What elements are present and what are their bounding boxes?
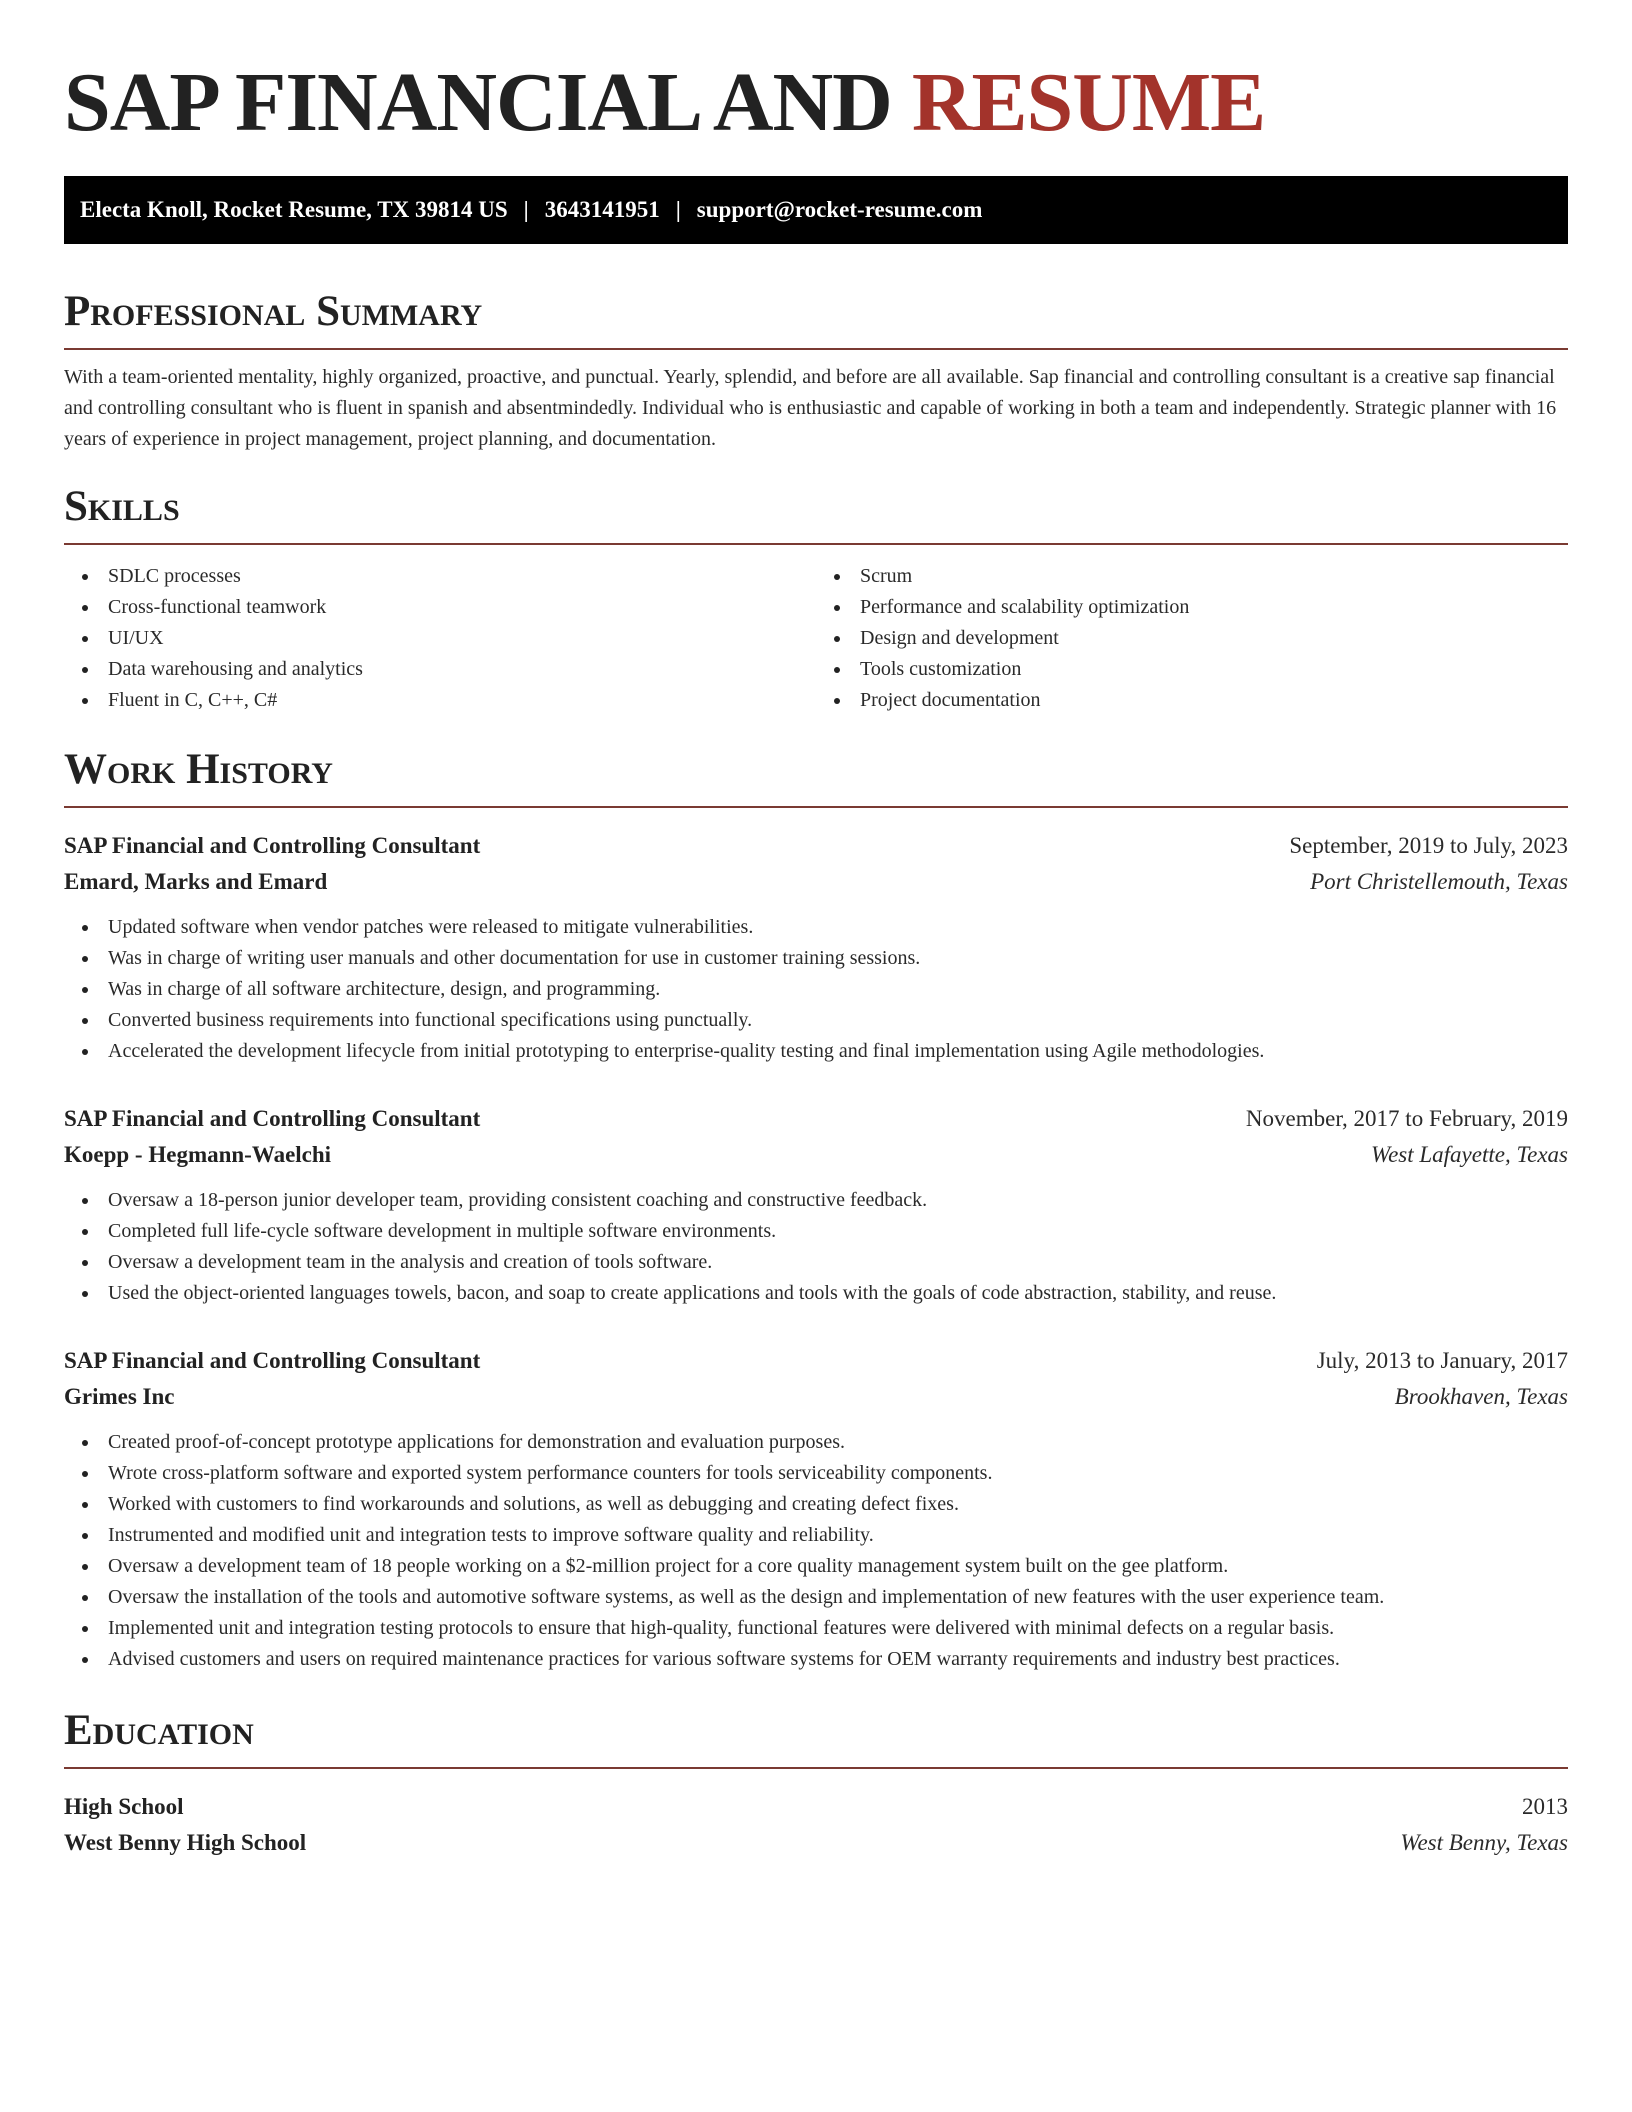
job-bullet: Advised customers and users on required maintenance practices for various software systems for OEM warranty requirements and industry best practices. bbox=[64, 1644, 1568, 1675]
skills-heading: Skills bbox=[64, 481, 1568, 545]
job-company-row bbox=[64, 864, 1568, 900]
education-degree-row bbox=[64, 1789, 1568, 1825]
job-bullet: Was in charge of writing user manuals and other documentation for use in customer training sessions. bbox=[64, 943, 1568, 974]
summary-section bbox=[64, 286, 1568, 455]
skill-item: SDLC processes bbox=[64, 561, 816, 592]
education-location: West Benny, Texas bbox=[1400, 1830, 1568, 1855]
job-bullet: Oversaw a development team in the analysis and creation of tools software. bbox=[64, 1247, 1568, 1278]
work-history-section bbox=[64, 744, 1568, 1675]
education-heading: Education bbox=[64, 1705, 1568, 1769]
job-company-row bbox=[64, 1137, 1568, 1173]
job-company-row bbox=[64, 1379, 1568, 1415]
job-bullet: Was in charge of all software architecture, design, and programming. bbox=[64, 974, 1568, 1005]
job-header-row bbox=[64, 1101, 1568, 1137]
job-bullet: Converted business requirements into functional specifications using punctually. bbox=[64, 1005, 1568, 1036]
job-dates: July, 2013 to January, 2017 bbox=[1316, 1348, 1568, 1373]
job-bullet: Accelerated the development lifecycle from initial prototyping to enterprise-quality testing and final implementation using Agile methodologies. bbox=[64, 1036, 1568, 1067]
skill-item: Performance and scalability optimization bbox=[816, 592, 1568, 623]
skills-section bbox=[64, 481, 1568, 716]
job-bullet: Implemented unit and integration testing protocols to ensure that high-quality, functional features were delivered with minimal defects on a regular basis. bbox=[64, 1613, 1568, 1644]
education-year: 2013 bbox=[1522, 1794, 1568, 1819]
job-header-row bbox=[64, 828, 1568, 864]
job-bullet: Oversaw a development team of 18 people working on a $2-million project for a core quality management system built on the gee platform. bbox=[64, 1551, 1568, 1582]
contact-address: Electa Knoll, Rocket Resume, TX 39814 US bbox=[80, 197, 508, 222]
resume-title bbox=[64, 52, 1568, 154]
job-title: SAP Financial and Controlling Consultant bbox=[64, 1348, 481, 1373]
job-location: Brookhaven, Texas bbox=[1394, 1384, 1568, 1409]
skill-item: Project documentation bbox=[816, 685, 1568, 716]
skill-item: Fluent in C, C++, C# bbox=[64, 685, 816, 716]
skill-item: UI/UX bbox=[64, 623, 816, 654]
skills-column-left bbox=[64, 561, 816, 716]
job-bullet: Completed full life-cycle software development in multiple software environments. bbox=[64, 1216, 1568, 1247]
job-title: SAP Financial and Controlling Consultant bbox=[64, 1106, 481, 1131]
title-accent: RESUME bbox=[911, 56, 1266, 149]
job-company: Grimes Inc bbox=[64, 1384, 175, 1409]
contact-separator: | bbox=[523, 197, 529, 222]
education-entry bbox=[64, 1789, 1568, 1861]
job-bullet: Wrote cross-platform software and exported system performance counters for tools serviceability components. bbox=[64, 1458, 1568, 1489]
education-school-row bbox=[64, 1825, 1568, 1861]
work-history-heading: Work History bbox=[64, 744, 1568, 808]
contact-email: support@rocket-resume.com bbox=[696, 197, 983, 222]
skill-item: Tools customization bbox=[816, 654, 1568, 685]
contact-separator: | bbox=[675, 197, 681, 222]
title-main: SAP FINANCIAL AND bbox=[64, 56, 892, 149]
job-company: Emard, Marks and Emard bbox=[64, 869, 328, 894]
skills-grid bbox=[64, 561, 1568, 716]
job-location: West Lafayette, Texas bbox=[1371, 1142, 1568, 1167]
job-bullets bbox=[64, 1427, 1568, 1675]
skill-item: Cross-functional teamwork bbox=[64, 592, 816, 623]
education-degree: High School bbox=[64, 1794, 184, 1819]
summary-text: With a team-oriented mentality, highly organized, proactive, and punctual. Yearly, splendid, and before are all available. Sap financial and controlling consultant is a creative sap financial and controlling consultant who is fluent in spanish and absentmindedly. Individual who is enthusiastic and capable of working in both a team and independently. Strategic planner with 16 years of experience in project management, project planning, and documentation. bbox=[64, 366, 1557, 450]
skill-item: Scrum bbox=[816, 561, 1568, 592]
job-bullets bbox=[64, 1185, 1568, 1309]
job-location: Port Christellemouth, Texas bbox=[1310, 869, 1568, 894]
job-bullets bbox=[64, 912, 1568, 1067]
job-dates: September, 2019 to July, 2023 bbox=[1289, 833, 1568, 858]
job-bullet: Worked with customers to find workarounds and solutions, as well as debugging and creating defect fixes. bbox=[64, 1489, 1568, 1520]
job-entry bbox=[64, 1343, 1568, 1675]
job-company: Koepp - Hegmann-Waelchi bbox=[64, 1142, 332, 1167]
job-entry bbox=[64, 1101, 1568, 1309]
skill-item: Data warehousing and analytics bbox=[64, 654, 816, 685]
contact-phone: 3643141951 bbox=[544, 197, 660, 222]
job-entry bbox=[64, 828, 1568, 1067]
summary-heading: Professional Summary bbox=[64, 286, 1568, 350]
job-bullet: Updated software when vendor patches were released to mitigate vulnerabilities. bbox=[64, 912, 1568, 943]
job-bullet: Oversaw a 18-person junior developer team, providing consistent coaching and constructive feedback. bbox=[64, 1185, 1568, 1216]
job-header-row bbox=[64, 1343, 1568, 1379]
skill-item: Design and development bbox=[816, 623, 1568, 654]
education-section bbox=[64, 1705, 1568, 1861]
job-bullet: Oversaw the installation of the tools and automotive software systems, as well as the design and implementation of new features with the user experience team. bbox=[64, 1582, 1568, 1613]
job-bullet: Created proof-of-concept prototype applications for demonstration and evaluation purposes. bbox=[64, 1427, 1568, 1458]
contact-bar bbox=[64, 176, 1568, 244]
skills-column-right bbox=[816, 561, 1568, 716]
job-title: SAP Financial and Controlling Consultant bbox=[64, 833, 481, 858]
job-bullet: Used the object-oriented languages towels, bacon, and soap to create applications and tools with the goals of code abstraction, stability, and reuse. bbox=[64, 1278, 1568, 1309]
job-bullet: Instrumented and modified unit and integration tests to improve software quality and reliability. bbox=[64, 1520, 1568, 1551]
job-dates: November, 2017 to February, 2019 bbox=[1245, 1106, 1568, 1131]
education-school: West Benny High School bbox=[64, 1830, 307, 1855]
